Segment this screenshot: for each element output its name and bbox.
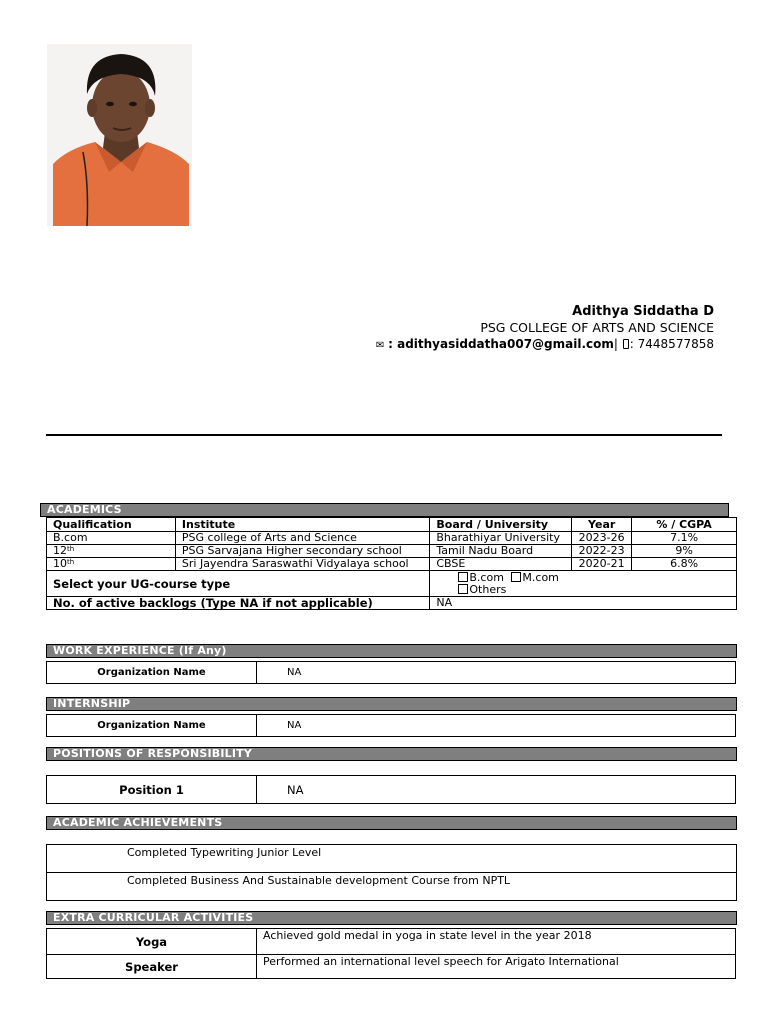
activity-description: Achieved gold medal in yoga in state level in the year 2018 [257,929,736,955]
section-title: WORK EXPERIENCE (If Any) [53,644,227,657]
college-name: PSG COLLEGE OF ARTS AND SCIENCE [480,320,714,335]
institute-cell: PSG college of Arts and Science [175,532,429,545]
envelope-icon: ✉ [375,340,385,351]
position-value[interactable]: NA [257,776,736,804]
section-title: INTERNSHIP [53,697,131,710]
score-cell: 7.1% [632,532,737,545]
organization-name-value[interactable]: NA [257,715,736,737]
separator: | [613,337,618,351]
column-header: % / CGPA [632,518,737,532]
column-header: Year [572,518,632,532]
achievement-item: Completed Business And Sustainable development Course from NPTL [47,873,737,901]
table-row [47,929,736,955]
ug-course-row [47,571,737,597]
column-header: Qualification [47,518,176,532]
section-bar-extracurricular [46,911,737,925]
section-title: POSITIONS OF RESPONSIBILITY [53,747,253,760]
section-bar-work-experience [46,644,737,658]
table-row [47,845,737,873]
year-cell: 2020-21 [572,558,632,571]
extracurricular-table [46,928,736,979]
profile-header [376,304,714,354]
internship-table [46,714,736,737]
section-bar-academics [40,503,729,517]
year-cell: 2023-26 [572,532,632,545]
achievement-item: Completed Typewriting Junior Level [47,845,737,873]
position-label: Position 1 [47,776,257,804]
phone-icon [623,339,629,349]
email-text[interactable]: : adithyasiddatha007@gmail.com [388,337,614,351]
activity-label: Yoga [47,929,257,955]
table-row [47,558,737,571]
table-row [47,715,736,737]
activity-label: Speaker [47,955,257,979]
table-row [47,532,737,545]
achievements-table [46,844,737,901]
section-title: EXTRA CURRICULAR ACTIVITIES [53,911,254,924]
backlogs-row [47,597,737,610]
checkbox-others[interactable] [458,584,468,594]
section-bar-positions [46,747,737,761]
candidate-name: Adithya Siddatha D [572,304,714,319]
institute-cell: PSG Sarvajana Higher secondary school [175,545,429,558]
column-header: Board / University [430,518,572,532]
positions-table [46,775,736,804]
table-row [47,662,736,684]
section-title: ACADEMIC ACHIEVEMENTS [53,816,223,829]
year-cell: 2022-23 [572,545,632,558]
qualification-cell [47,558,176,571]
section-bar-internship [46,697,737,711]
table-row [47,873,737,901]
checkbox-bcom[interactable] [458,572,468,582]
organization-name-value[interactable]: NA [257,662,736,684]
work-experience-table [46,661,736,684]
table-row [47,776,736,804]
table-row [47,545,737,558]
institute-cell: Sri Jayendra Saraswathi Vidyalaya school [175,558,429,571]
qualification-text: 12 [53,544,67,557]
qualification-cell: B.com [47,532,176,545]
section-title: ACADEMICS [47,503,122,516]
backlogs-value[interactable]: NA [430,597,737,610]
board-cell: Bharathiyar University [430,532,572,545]
column-header: Institute [175,518,429,532]
score-cell: 9% [632,545,737,558]
qualification-cell [47,545,176,558]
table-row [47,955,736,979]
option-label: Others [469,582,507,596]
checkbox-mcom[interactable] [511,572,521,582]
score-cell: 6.8% [632,558,737,571]
activity-description: Performed an international level speech for Arigato International [257,955,736,979]
ordinal-suffix: th [67,558,75,566]
qualification-text: 10 [53,557,67,570]
board-cell: Tamil Nadu Board [430,545,572,558]
ug-course-label: Select your UG-course type [47,571,430,597]
contact-line [376,336,714,354]
table-header-row [47,518,737,532]
divider-rule [46,434,722,436]
academics-table [46,517,737,610]
organization-name-label: Organization Name [47,715,257,737]
ug-course-options [430,571,737,597]
ordinal-suffix: th [67,545,75,553]
section-bar-achievements [46,816,737,830]
backlogs-label: No. of active backlogs (Type NA if not applicable) [47,597,430,610]
portrait-illustration [47,44,192,226]
organization-name-label: Organization Name [47,662,257,684]
phone-text: : 7448577858 [629,337,714,351]
option-label: B.com [469,570,504,584]
board-cell: CBSE [430,558,572,571]
option-label: M.com [522,570,559,584]
profile-photo [47,44,192,226]
